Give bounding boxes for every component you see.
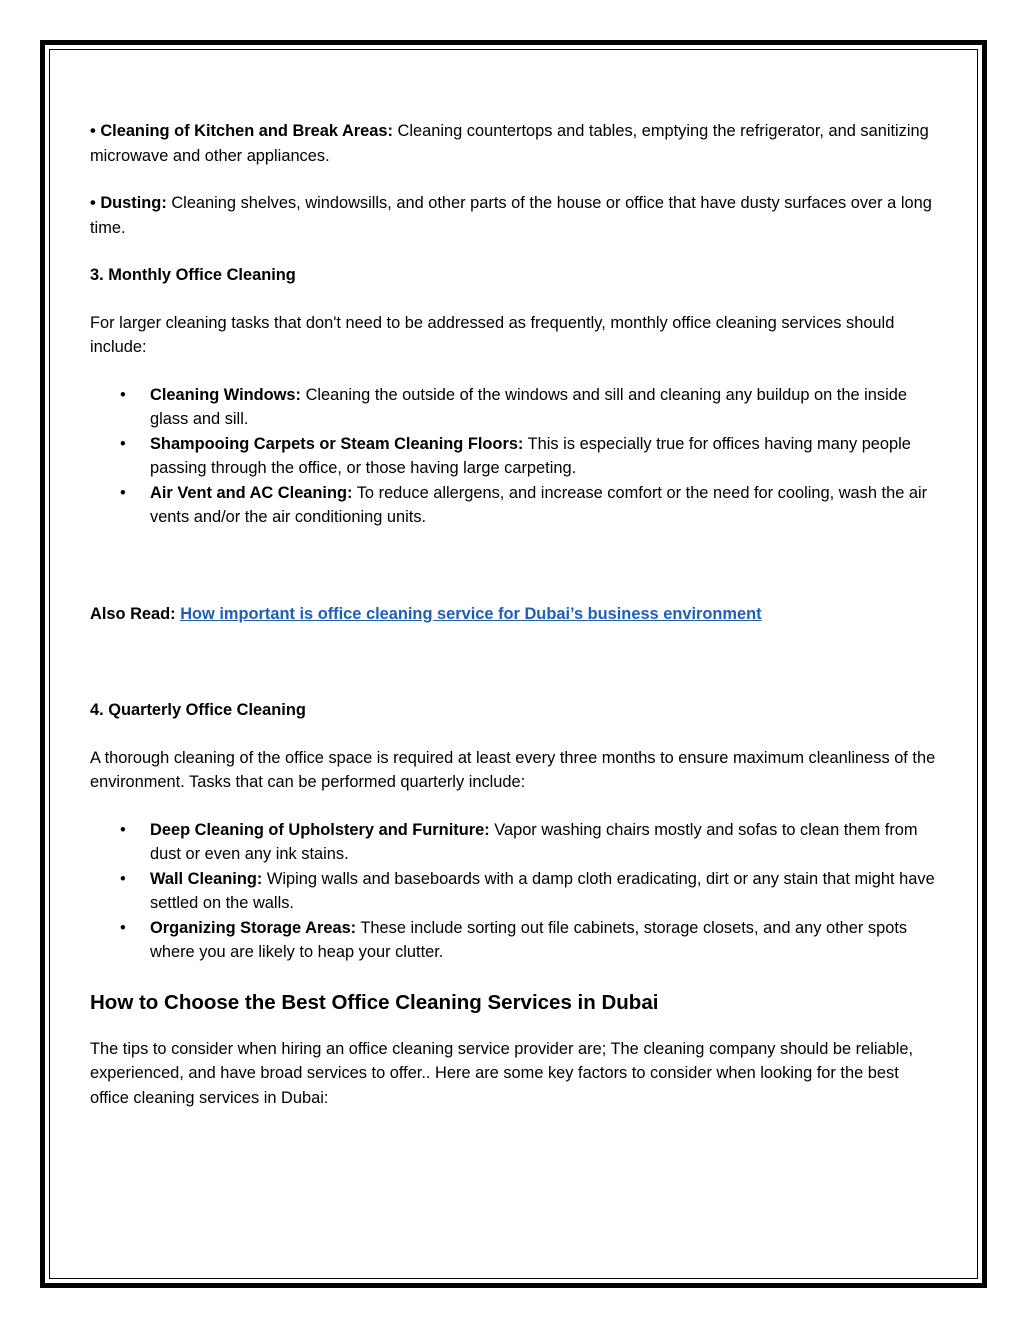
monthly-intro: For larger cleaning tasks that don't need to be addressed as frequently, monthly office cleaning services should include:	[90, 313, 895, 356]
also-read-label: Also Read:	[90, 604, 176, 623]
also-read-link[interactable]: How important is office cleaning service for Dubai’s business environment	[180, 604, 762, 623]
bullet-icon: •	[120, 820, 126, 839]
bullet-icon: •	[120, 385, 126, 404]
list-item	[120, 383, 940, 432]
monthly-list	[90, 383, 940, 530]
also-read-line	[90, 602, 940, 627]
kitchen-paragraph	[90, 119, 940, 168]
monthly-heading: 3. Monthly Office Cleaning	[90, 266, 296, 284]
list-item	[120, 481, 940, 530]
dusting-bullet: •	[90, 194, 96, 212]
item-text: These include sorting out file cabinets, storage closets, and any other spots where you are likely to heap your clutter.	[150, 918, 908, 961]
dusting-text: Cleaning shelves, windowsills, and other parts of the house or office that have dusty surfaces over a long time.	[90, 194, 932, 237]
item-label: Deep Cleaning of Upholstery and Furniture:	[150, 820, 490, 839]
list-item	[120, 916, 940, 965]
item-label: Wall Cleaning:	[150, 869, 263, 888]
bullet-icon: •	[120, 483, 126, 502]
item-text: To reduce allergens, and increase comfort or the need for cooling, wash the air vents and/or the air conditioning units.	[150, 483, 928, 526]
kitchen-bullet: •	[90, 122, 96, 140]
list-item	[120, 867, 940, 916]
quarterly-heading: 4. Quarterly Office Cleaning	[90, 701, 306, 719]
item-label: Air Vent and AC Cleaning:	[150, 483, 353, 502]
kitchen-label: Cleaning of Kitchen and Break Areas:	[100, 122, 393, 140]
item-text: Vapor washing chairs mostly and sofas to clean them from dust or even any ink stains.	[150, 820, 918, 863]
choose-body: The tips to consider when hiring an office cleaning service provider are; The cleaning company should be reliable, experienced, and have broad services to offer.. Here are some key factors to consider when looking for the best office cleaning services in Dubai:	[90, 1039, 914, 1107]
list-item	[120, 432, 940, 481]
quarterly-intro: A thorough cleaning of the office space is required at least every three months to ensure maximum cleanliness of the environment. Tasks that can be performed quarterly include:	[90, 748, 936, 791]
list-item	[120, 818, 940, 867]
item-text: Wiping walls and baseboards with a damp cloth eradicating, dirt or any stain that might have settled on the walls.	[150, 869, 935, 912]
dusting-paragraph	[90, 191, 940, 240]
document-content	[90, 119, 940, 1110]
item-label: Cleaning Windows:	[150, 385, 302, 404]
bullet-icon: •	[120, 434, 126, 453]
bullet-icon: •	[120, 918, 126, 937]
bullet-icon: •	[120, 869, 126, 888]
item-text: Cleaning the outside of the windows and sill and cleaning any buildup on the inside glass and sill.	[150, 385, 907, 428]
item-label: Shampooing Carpets or Steam Cleaning Floors:	[150, 434, 524, 453]
dusting-label: Dusting:	[100, 194, 167, 212]
item-label: Organizing Storage Areas:	[150, 918, 357, 937]
quarterly-list	[90, 818, 940, 965]
item-text: This is especially true for offices having many people passing through the office, or those having large carpeting.	[150, 434, 911, 477]
kitchen-text: Cleaning countertops and tables, emptying the refrigerator, and sanitizing microwave and other appliances.	[90, 122, 929, 165]
choose-heading: How to Choose the Best Office Cleaning Services in Dubai	[90, 990, 659, 1014]
